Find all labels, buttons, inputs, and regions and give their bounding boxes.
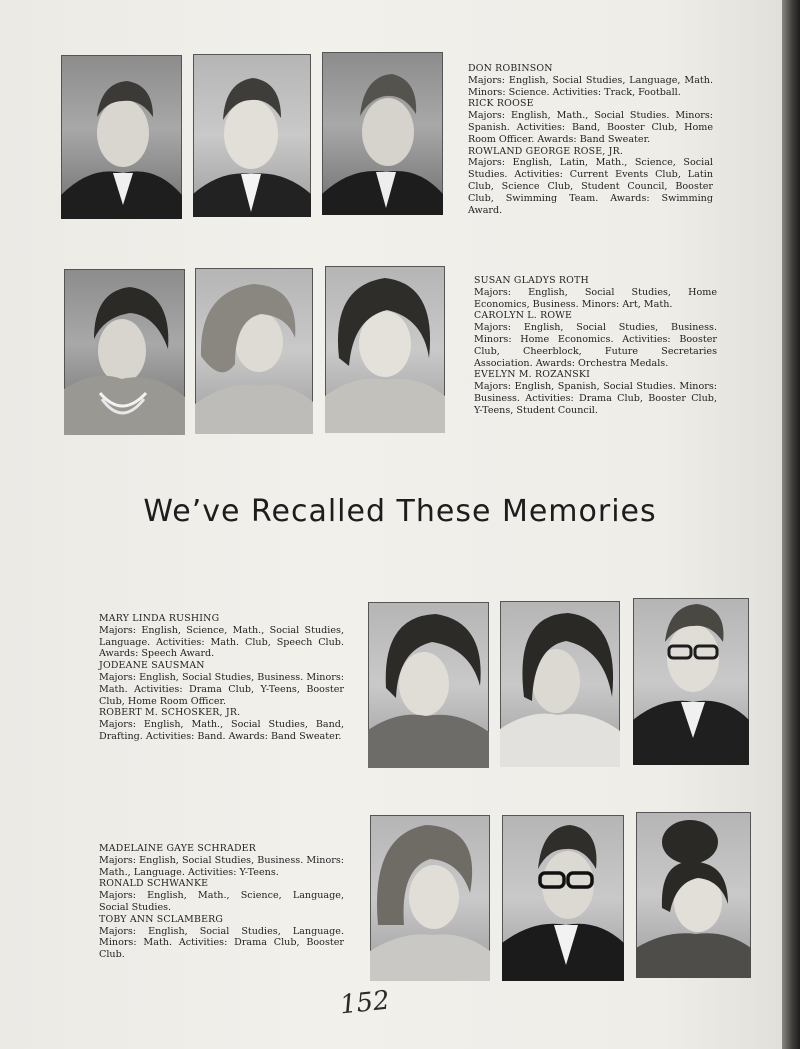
bio-group-bottom — [99, 843, 344, 961]
student-details: Majors: English, Social Studies, Business. Minors: Home Economics. Activities: Booster Club, Cheerblock, Future Secretaries Association. Awards: Orchestra Medals. — [474, 322, 717, 369]
student-details: Majors: English, Social Studies, Home Economics, Business. Minors: Art, Math. — [474, 286, 717, 310]
portrait-photo-don-robinson — [61, 55, 182, 219]
student-name: JODEANE SAUSMAN — [99, 660, 205, 672]
bio-entry — [474, 369, 717, 416]
bio-entry — [474, 310, 717, 369]
portrait-photo-jodeane-sausman — [500, 601, 620, 767]
portrait-photo-madelaine-schrader — [370, 815, 490, 981]
portrait-photo-rick-roose — [193, 54, 311, 217]
student-name: TOBY ANN SCLAMBERG — [99, 913, 224, 925]
bio-entry — [99, 914, 344, 961]
student-details: Majors: English, Science, Math., Social Studies, Language. Activities: Math. Club, Speech Club. Awards: Speech Award. — [99, 624, 344, 660]
student-name: ROBERT M. SCHOSKER, JR. — [99, 707, 241, 719]
student-details: Majors: English, Social Studies, Language. Minors: Math. Activities: Drama Club, Booster Club. — [99, 925, 344, 961]
portrait-photo-ronald-schwanke — [502, 815, 624, 981]
student-name: CAROLYN L. ROWE — [474, 310, 573, 322]
student-name: RICK ROOSE — [468, 98, 534, 110]
bio-entry — [468, 146, 713, 217]
portrait-photo-carolyn-rowe — [195, 268, 313, 434]
bio-entry — [99, 613, 344, 660]
book-binding-edge — [782, 0, 800, 1049]
student-details: Majors: English, Math., Social Studies, Band, Drafting. Activities: Band. Awards: Band Sweater. — [99, 719, 344, 742]
portrait-photo-mary-rushing — [368, 602, 489, 768]
bio-group-boys-top — [468, 63, 713, 216]
bio-entry — [474, 275, 717, 310]
student-name: RONALD SCHWANKE — [99, 878, 209, 890]
student-details: Majors: English, Latin, Math., Science, Social Studies. Activities: Current Events Club, Latin Club, Science Club, Student Council, Booster Club, Swimming Team. Awards: Swimming Award. — [468, 157, 713, 216]
portrait-photo-rowland-rose — [322, 52, 443, 215]
portrait-photo-susan-roth — [64, 269, 185, 435]
portrait-photo-toby-sclamberg — [636, 812, 751, 978]
bio-entry — [99, 707, 344, 742]
portrait-photo-robert-schosker — [633, 598, 749, 765]
student-details: Majors: English, Math., Social Studies. Minors: Spanish. Activities: Band, Booster Club, Home Room Officer. Awards: Band Sweater. — [468, 110, 713, 145]
student-details: Majors: English, Social Studies, Language, Math. Minors: Science. Activities: Track, Football. — [468, 74, 713, 98]
student-name: DON ROBINSON — [468, 63, 553, 74]
student-name: MADELAINE GAYE SCHRADER — [99, 843, 256, 854]
student-name: SUSAN GLADYS ROTH — [474, 275, 589, 286]
student-details: Majors: English, Social Studies, Business. Minors: Math., Language. Activities: Y-Teens. — [99, 854, 344, 878]
student-name: EVELYN M. ROZANSKI — [474, 369, 590, 381]
student-name: ROWLAND GEORGE ROSE, JR. — [468, 145, 624, 157]
student-details: Majors: English, Spanish, Social Studies. Minors: Business. Activities: Drama Club, Booster Club, Y-Teens, Student Council. — [474, 381, 717, 416]
bio-group-middle — [99, 613, 344, 743]
student-details: Majors: English, Social Studies, Business. Minors: Math. Activities: Drama Club, Y-Teens, Booster Club, Home Room Officer. — [99, 671, 344, 707]
bio-entry — [99, 660, 344, 707]
bio-group-girls-top — [474, 275, 717, 417]
bio-entry — [468, 98, 713, 145]
student-name: MARY LINDA RUSHING — [99, 613, 220, 624]
portrait-photo-evelyn-rozanski — [325, 266, 445, 433]
page-headline: We’ve Recalled These Memories — [143, 493, 657, 530]
bio-entry — [468, 63, 713, 98]
bio-entry — [99, 878, 344, 913]
handwritten-page-number: 152 — [338, 985, 392, 1021]
bio-entry — [99, 843, 344, 878]
student-details: Majors: English, Math., Science, Language, Social Studies. — [99, 890, 344, 913]
